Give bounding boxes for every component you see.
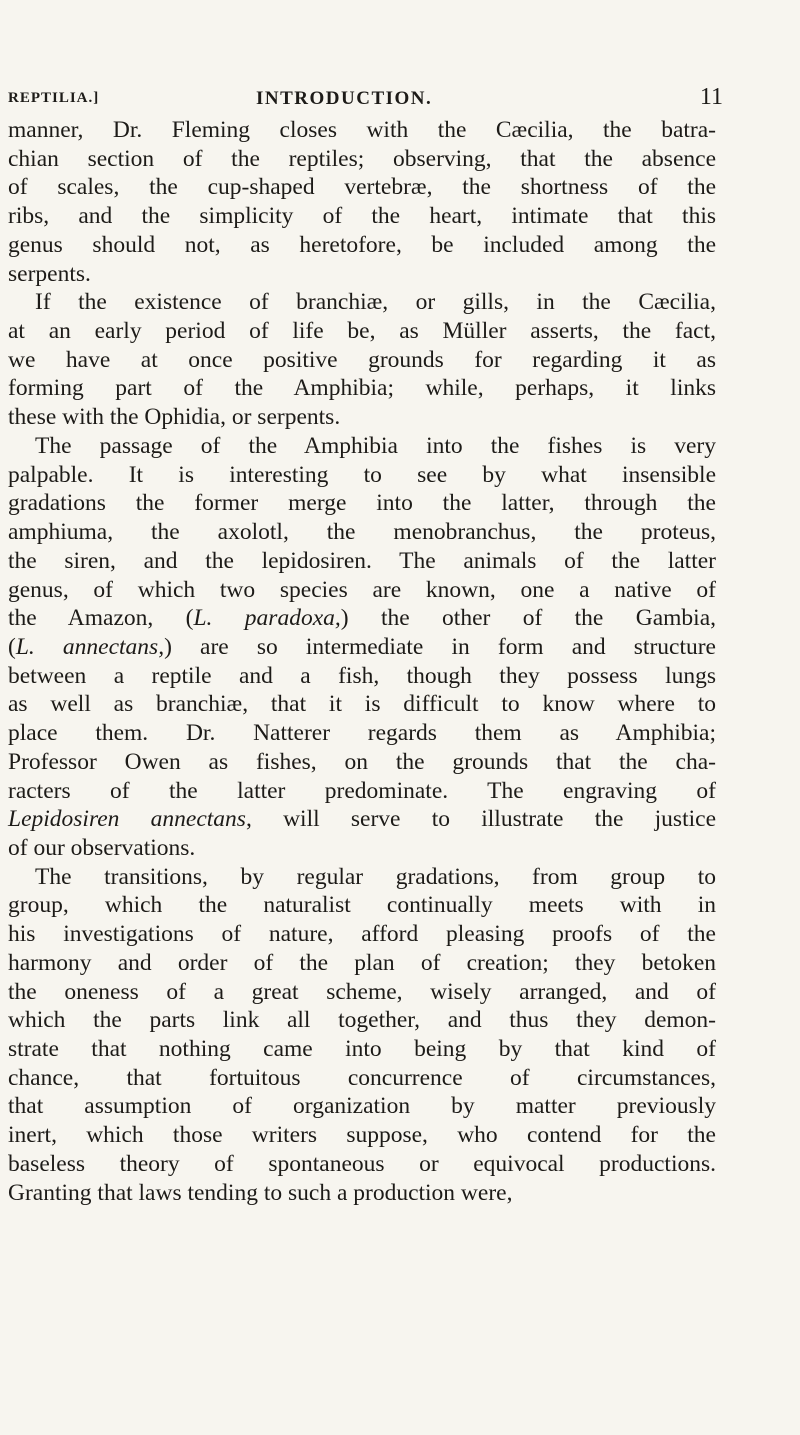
text-segment: chance, that fortuitous concurrence of circumstances, (8, 1064, 716, 1091)
text-line (8, 374, 716, 403)
text-segment: Professor Owen as fishes, on the grounds that the cha- (8, 748, 716, 775)
text-segment: his investigations of nature, afford pleasing proofs of the (8, 921, 716, 948)
page-header (8, 84, 723, 114)
text-line (8, 432, 716, 461)
text-segment: amphiuma, the axolotl, the menobranchus, the proteus, (8, 519, 716, 546)
text-line (8, 1150, 716, 1179)
text-line (8, 403, 716, 432)
page-number: 11 (699, 84, 723, 110)
text-line (8, 231, 716, 260)
body-text (8, 116, 716, 1207)
text-line (8, 891, 716, 920)
text-line (8, 288, 716, 317)
text-line (8, 173, 716, 202)
text-segment: genus should not, as heretofore, be included among the (8, 231, 716, 258)
text-segment: palpable. It is interesting to see by what insensible (8, 461, 716, 488)
text-line (8, 1092, 716, 1121)
text-segment: The passage of the Amphibia into the fishes is very (35, 432, 716, 459)
text-line (8, 260, 716, 289)
text-line (8, 805, 716, 834)
text-segment: group, which the naturalist continually meets with in (8, 892, 716, 919)
text-line (8, 777, 716, 806)
text-segment: harmony and order of the plan of creation; they betoken (8, 949, 716, 976)
text-segment: gradations the former merge into the latter, through the (8, 490, 716, 517)
text-line (8, 1121, 716, 1150)
text-line (8, 518, 716, 547)
text-segment: the siren, and the lepidosiren. The animals of the latter (8, 547, 716, 574)
text-line (8, 690, 716, 719)
italic-species-name: Lepidosiren annectans (8, 806, 246, 833)
text-line (8, 633, 716, 662)
text-line (8, 202, 716, 231)
text-segment: forming part of the Amphibia; while, perhaps, it links (8, 375, 716, 402)
text-line (8, 1006, 716, 1035)
text-line (8, 978, 716, 1007)
text-segment: strate that nothing came into being by that kind of (8, 1036, 716, 1062)
text-line (8, 719, 716, 748)
text-line (8, 748, 716, 777)
text-line (8, 145, 716, 174)
text-line (8, 346, 716, 375)
text-segment: inert, which those writers suppose, who contend for the (8, 1122, 716, 1149)
text-line (8, 1179, 716, 1208)
text-segment: ribs, and the simplicity of the heart, intimate that this (8, 203, 716, 230)
text-segment: as well as branchiæ, that it is difficult to know where to (8, 691, 716, 718)
text-segment: baseless theory of spontaneous or equivocal productions. (8, 1150, 716, 1177)
text-line (8, 920, 716, 949)
text-segment: , will serve to illustrate the justice (245, 806, 717, 833)
text-line (8, 317, 716, 346)
text-line (8, 1064, 716, 1093)
italic-species-name: L. paradoxa, (193, 605, 341, 632)
text-segment: manner, Dr. Fleming closes with the Cæcilia, the batra- (8, 117, 716, 143)
text-line (8, 461, 716, 490)
text-line (8, 1035, 716, 1064)
text-segment: chian section of the reptiles; observing, that the absence (8, 145, 716, 172)
text-segment: the oneness of a great scheme, wisely arranged, and of (8, 978, 716, 1005)
text-segment: the Amazon, ( (8, 605, 194, 632)
text-segment: of scales, the cup-shaped vertebræ, the shortness of the (8, 174, 716, 201)
text-line (8, 576, 716, 605)
text-segment: serpents. (8, 260, 91, 287)
text-segment: we have at once positive grounds for regarding it as (8, 346, 716, 373)
text-line (8, 662, 716, 691)
text-segment: If the existence of branchiæ, or gills, in the Cæcilia, (35, 289, 716, 316)
text-segment: genus, of which two species are known, one a native of (8, 576, 716, 603)
text-line (8, 547, 716, 576)
running-head-section: REPTILIA.] (8, 90, 100, 106)
text-segment: of our observations. (8, 834, 196, 861)
text-line (8, 834, 716, 863)
text-line (8, 949, 716, 978)
text-line (8, 863, 716, 892)
text-segment: ) the other of the Gambia, (340, 605, 717, 632)
running-head-title: INTRODUCTION. (256, 88, 433, 109)
text-segment: ( (8, 633, 16, 660)
text-segment: that assumption of organization by matter previously (8, 1093, 716, 1120)
text-segment: which the parts link all together, and thus they demon- (8, 1007, 716, 1034)
text-segment: The transitions, by regular gradations, from group to (35, 863, 716, 890)
text-line (8, 116, 716, 145)
text-segment: place them. Dr. Natterer regards them as Amphibia; (8, 720, 716, 747)
text-segment: racters of the latter predominate. The engraving of (8, 777, 716, 804)
text-line (8, 604, 716, 633)
text-line (8, 489, 716, 518)
text-segment: Granting that laws tending to such a production were, (8, 1179, 513, 1206)
italic-species-name: L. annectans, (15, 633, 165, 660)
text-segment: at an early period of life be, as Müller asserts, the fact, (8, 318, 716, 345)
text-segment: between a reptile and a fish, though they possess lungs (8, 662, 716, 689)
text-segment: these with the Ophidia, or serpents. (8, 404, 341, 431)
text-segment: ) are so intermediate in form and structure (164, 633, 716, 660)
